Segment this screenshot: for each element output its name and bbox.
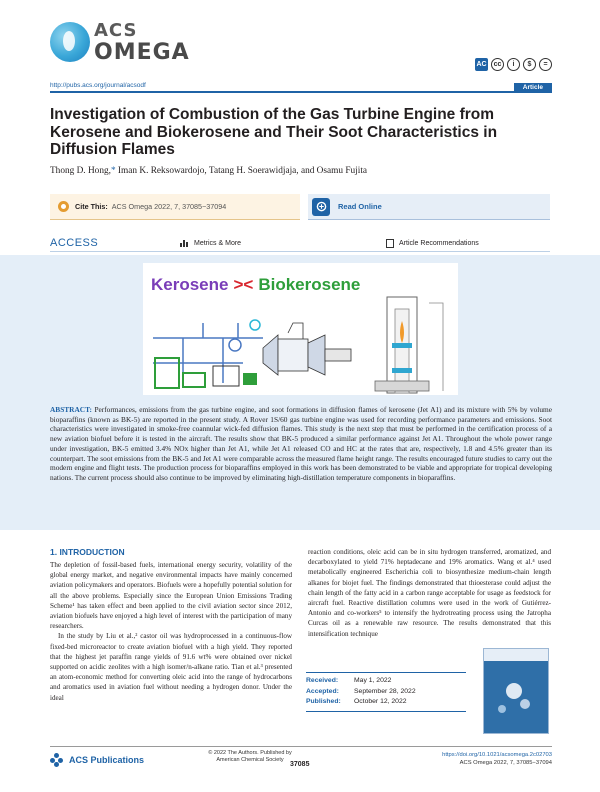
footer-citation: ACS Omega 2022, 7, 37085−37094 [459, 759, 552, 766]
author-choice-icon[interactable]: AC [475, 58, 488, 71]
cover-header [484, 649, 548, 661]
published-date: October 12, 2022 [354, 698, 407, 705]
publisher-label: ACS Publications [69, 755, 145, 765]
other-authors[interactable]: Iman K. Reksowardojo, Tatang H. Soerawidjaja, and Osamu Fujita [115, 166, 368, 176]
author-1[interactable]: Thong D. Hong, [50, 166, 111, 176]
footer-rule [50, 746, 552, 747]
received-row [306, 676, 466, 687]
toc-graphic [143, 263, 458, 395]
accepted-label: Accepted: [306, 687, 339, 695]
recs-label: Article Recommendations [399, 240, 479, 247]
toc-separator-text: >< [233, 275, 254, 294]
accepted-date: September 28, 2022 [354, 687, 416, 695]
article-type-badge: Article [514, 83, 552, 93]
acs-publications-logo[interactable] [50, 753, 144, 767]
logo-acs-text: ACS [94, 20, 138, 41]
page-number: 37085 [290, 761, 310, 768]
cite-label: Cite This: [75, 202, 108, 211]
non-commercial-icon[interactable]: $ [523, 58, 536, 71]
cover-molecule-graphic [498, 705, 506, 713]
copyright-line-1: © 2022 The Authors. Published by [208, 750, 292, 756]
abstract-text [50, 405, 552, 483]
attribution-icon[interactable]: i [507, 58, 520, 71]
access-bar [50, 236, 550, 252]
author-list [50, 166, 367, 176]
published-label: Published: [306, 698, 341, 705]
article-dates [306, 672, 466, 712]
doi-link[interactable]: https://doi.org/10.1021/acsomega.2c02703 [442, 752, 552, 758]
read-online-icon [312, 198, 330, 216]
journal-cover-thumbnail[interactable] [483, 648, 549, 734]
metrics-more-link[interactable] [180, 239, 241, 247]
access-label: ACCESS [50, 237, 99, 249]
doi-block [442, 752, 552, 767]
metrics-label: Metrics & More [194, 239, 242, 247]
received-label: Received: [306, 677, 339, 684]
intro-paragraph-1: The depletion of fossil-based fuels, international energy security, volatility of the global energy market, and negative environmental impacts have mainly concerned aviation policymakers and operators. Biofuels were a hopefully potential solution for all the above problems. Especially since the European Union Emissions Trading Scheme¹ has taken effect and been applied to the civil aviation sector since 2012, aviation biofuels have enjoyed a high level of interest with the participation of many researchers. [50, 561, 292, 631]
journal-logo [50, 20, 190, 66]
bar-chart-icon [180, 239, 189, 247]
copyright-line-2: American Chemical Society [216, 757, 284, 763]
acs-hexagon-icon [50, 753, 64, 767]
corresponding-author-mark[interactable]: * [110, 166, 116, 176]
article-title: Investigation of Combustion of the Gas Turbine Engine from Kerosene and Biokerosene and Their Soot Characteristics in Diffusion Flames [50, 106, 498, 158]
cite-icon [58, 201, 69, 212]
header-rule [50, 91, 552, 93]
cite-text[interactable]: ACS Omega 2022, 7, 37085−37094 [111, 202, 227, 211]
article-recommendations-link[interactable] [386, 239, 479, 248]
cover-molecule-graphic [520, 699, 530, 709]
journal-url-link[interactable]: http://pubs.acs.org/journal/acsodf [50, 82, 146, 89]
cite-read-row [50, 194, 550, 220]
no-derivatives-icon[interactable]: = [539, 58, 552, 71]
intro-paragraph-2: In the study by Liu et al.,² castor oil was hydroprocessed in a continuous-flow fixed-bed microreactor to create aviation biofuel with a high yield. They reported that the highest jet paraffin range yields of 91.6 wt% were obtained over nickel supported on acidic zeolites with a high isomer/n-alkane ratio. Tian et al.³ presented an atom-economic method for converting oleic acid into the range of hydrocarbons and aromatics used in aviation fuel without needing a hydrogen donor. Under the ideal [50, 632, 292, 702]
read-online-button[interactable] [308, 194, 550, 220]
toc-kerosene-text: Kerosene [151, 275, 229, 294]
published-row [306, 697, 466, 708]
body-column-right [308, 547, 551, 639]
omega-logo-icon [50, 22, 90, 62]
engine-schematic-graphic [143, 263, 458, 395]
license-icons [475, 58, 552, 71]
document-icon [386, 239, 394, 248]
abstract-label: ABSTRACT: [50, 405, 92, 414]
logo-omega-text: OMEGA [94, 40, 190, 65]
abstract-body: Performances, emissions from the gas turbine engine, and soot formations in diffusion flames of kerosene (Jet A1) and its mixture with 5% by volume bioparaffins (known as BK-5) are reported in the present study. A Rover 1S/60 gas turbine engine was used for recording performance parameters and emissions. Soot characteristics were investigated in smoke-free coannular wick-fed diffusion flames. This study is the next step that must be performed in the certification process of a new aviation biofuel before it is tested in the aircraft. The results show that BK-5 produced a similar performance against Jet A1. Throughout the whole power range under investigation, BK-5 emitted 3.4% NOx higher than Jet A1, while Jet A1 released CO and HC at the rates that are, respectively, 1.8 and 4.5% greater than its counterpart. The soot emissions from the BK-5 and Jet A1 were comparable across the measured flame height range. The results encouraged future studies to carry out the modern engine and flight tests. The production process for bioparaffins employed in this work has been demonstrated to be viable and appropriate for tropical developing nations. The current process should also continue to be improved by eliminating high-distillation temperature components in bioparaffins. [50, 405, 552, 482]
received-date: May 1, 2022 [354, 677, 392, 684]
read-online-label: Read Online [338, 202, 382, 211]
toc-biokerosene-text: Biokerosene [258, 275, 361, 294]
cover-molecule-graphic [506, 683, 522, 699]
section-heading-introduction: 1. INTRODUCTION [50, 547, 125, 557]
intro-paragraph-right: reaction conditions, oleic acid can be in situ hydrogen transferred, aromatized, and decarboxylated to yield 71% heptadecane and 19% aromatics. Wang et al.⁴ used metabolically engineered Escherichia coli to biosynthesize medium-chain length alkanes for biojet fuel. The findings demonstrated that thioesterase could adjust the chain length of the fatty acid in a carbon range acceptable for usage as feedstock for aircraft fuel. Reactive distillation columns were used in the work of Gutiérrez-Antonio and co-workers⁵ to intensify the hydrotreating process using the Jatropha Curcas oil as a renewable raw resource. The results demonstrated that this intensification technique [308, 548, 551, 638]
body-column-left [50, 560, 292, 703]
creative-commons-icon[interactable]: cc [491, 58, 504, 71]
cite-this-box[interactable] [50, 194, 300, 220]
accepted-row [306, 687, 466, 698]
